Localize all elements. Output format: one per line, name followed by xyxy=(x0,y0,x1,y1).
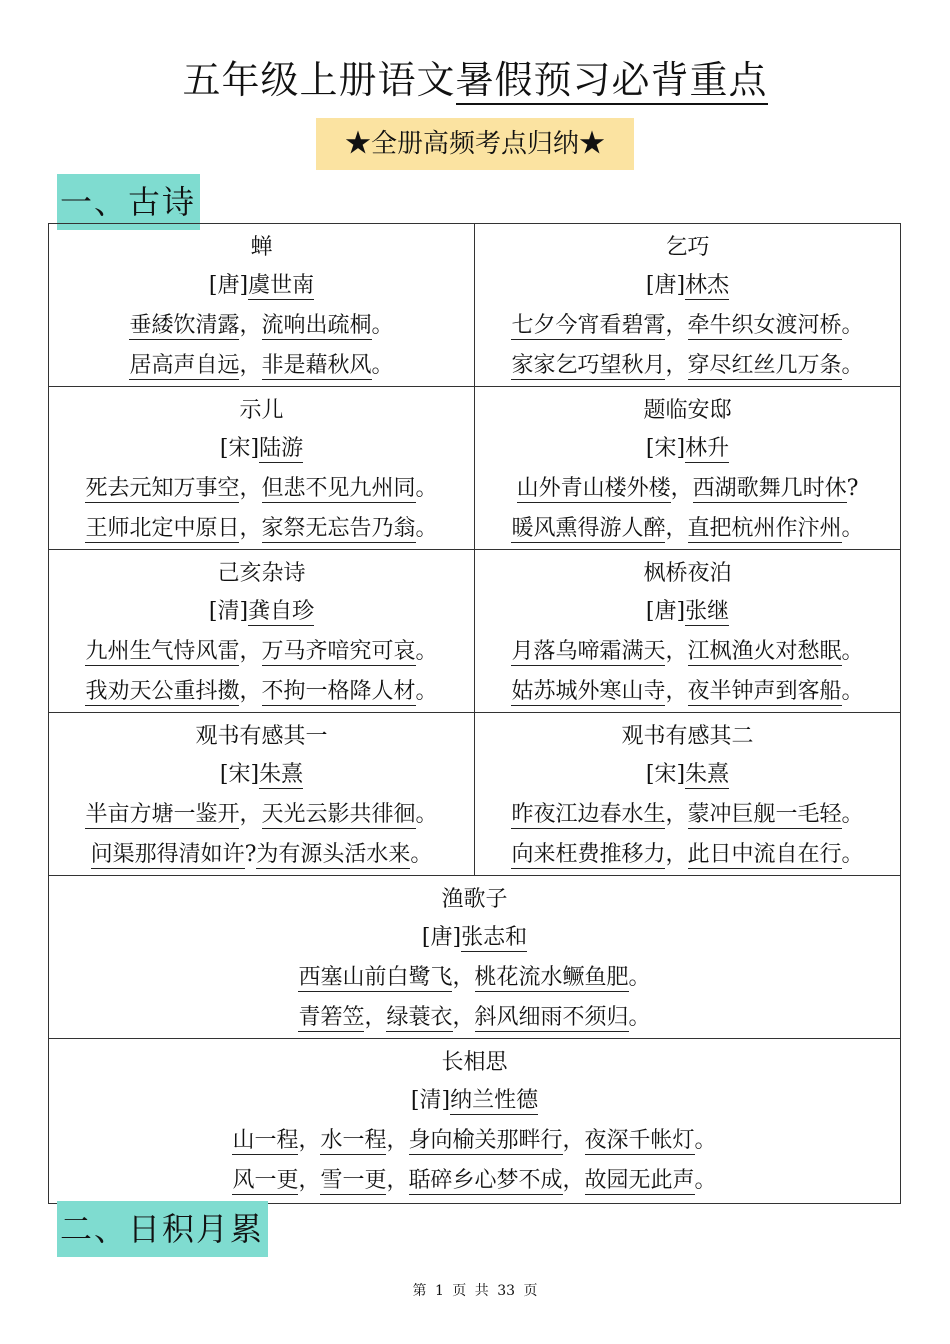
punctuation: 。 xyxy=(371,313,394,338)
punctuation: ， xyxy=(665,842,688,867)
punctuation: ， xyxy=(670,476,693,501)
punctuation: 。 xyxy=(694,1128,717,1153)
poem-title: 己亥杂诗 xyxy=(217,561,306,586)
poem-verse: 半亩方塘一鉴开 xyxy=(85,802,240,827)
poem-verse: 牵牛织女渡河桥 xyxy=(687,313,842,338)
poem-dynasty: [宋] xyxy=(219,762,260,787)
poem-author: 朱熹 xyxy=(685,762,730,787)
poem-verse: 居高声自远 xyxy=(129,353,240,378)
punctuation: ， xyxy=(239,476,262,501)
poem-verse: 绿蓑衣 xyxy=(386,1005,453,1030)
poem-verse: 水一程 xyxy=(320,1128,387,1153)
poem-line xyxy=(49,835,474,875)
poem-verse: 九州生气恃风雷 xyxy=(85,639,240,664)
poem-dynasty: [唐] xyxy=(645,273,686,298)
poem-line xyxy=(49,509,474,549)
poem-verse: 流响出疏桐 xyxy=(261,313,372,338)
poem-author-line xyxy=(49,918,900,958)
poem-author-line xyxy=(475,429,900,469)
poem-verse: 昨夜江边春水生 xyxy=(511,802,666,827)
poem-cell xyxy=(49,876,901,1039)
poem-verse: 蒙冲巨舰一毛轻 xyxy=(687,802,842,827)
poem-verse: 万马齐喑究可哀 xyxy=(261,639,416,664)
poem-verse: 桃花流水鳜鱼肥 xyxy=(474,965,629,990)
punctuation: ， xyxy=(562,1128,585,1153)
poem-verse: 月落乌啼霜满天 xyxy=(511,639,666,664)
punctuation: 。 xyxy=(410,842,433,867)
punctuation: ， xyxy=(665,639,688,664)
poem-verse: 姑苏城外寒山寺 xyxy=(511,679,666,704)
punctuation: ， xyxy=(452,1005,475,1030)
poem-line xyxy=(49,958,900,998)
poem-line xyxy=(475,469,900,509)
poem-title: 长相思 xyxy=(441,1050,508,1075)
poem-author: 纳兰性德 xyxy=(450,1088,539,1113)
punctuation: 。 xyxy=(415,679,438,704)
poem-line xyxy=(49,998,900,1038)
punctuation: 。 xyxy=(841,353,864,378)
poem-author: 朱熹 xyxy=(259,762,304,787)
poem-table xyxy=(48,223,901,1204)
poem-line xyxy=(49,795,474,835)
punctuation: ， xyxy=(665,353,688,378)
punctuation: 。 xyxy=(371,353,394,378)
punctuation: 。 xyxy=(628,965,651,990)
poem-line xyxy=(475,509,900,549)
poem-verse: 七夕今宵看碧霄 xyxy=(511,313,666,338)
poem-line xyxy=(49,346,474,386)
poem-verse: 非是藉秋风 xyxy=(261,353,372,378)
punctuation: ? xyxy=(846,476,859,501)
poem-line xyxy=(475,632,900,672)
poem-cell xyxy=(475,224,901,387)
punctuation: ， xyxy=(239,313,262,338)
poem-dynasty: [宋] xyxy=(645,436,686,461)
punctuation: ， xyxy=(665,516,688,541)
poem-verse: 直把杭州作汴州 xyxy=(687,516,842,541)
poem-cell xyxy=(475,550,901,713)
punctuation: 。 xyxy=(415,476,438,501)
poem-dynasty: [唐] xyxy=(208,273,249,298)
poem-title: 蝉 xyxy=(250,235,273,260)
punctuation: ， xyxy=(665,313,688,338)
poem-line xyxy=(475,795,900,835)
poem-verse: 向来枉费推移力 xyxy=(511,842,666,867)
poem-dynasty: [宋] xyxy=(645,762,686,787)
poem-title: 乞巧 xyxy=(665,235,710,260)
poem-verse: 西塞山前白鹭飞 xyxy=(298,965,453,990)
poem-dynasty: [宋] xyxy=(219,436,260,461)
punctuation: ， xyxy=(239,639,262,664)
section-heading-poems: 一、古诗 xyxy=(57,174,200,230)
poem-author-line xyxy=(475,266,900,306)
punctuation: 。 xyxy=(841,802,864,827)
punctuation: ， xyxy=(298,1168,321,1193)
poem-verse: 山一程 xyxy=(232,1128,299,1153)
poem-line xyxy=(475,306,900,346)
poem-author-line xyxy=(49,266,474,306)
poem-line xyxy=(475,672,900,712)
poem-verse: 死去元知万事空 xyxy=(85,476,240,501)
poem-verse: 风一更 xyxy=(232,1168,299,1193)
poem-verse: 王师北定中原日 xyxy=(85,516,240,541)
punctuation: ， xyxy=(665,802,688,827)
title-part1: 五年级上册语文 xyxy=(182,58,456,102)
punctuation: 。 xyxy=(415,639,438,664)
punctuation: ， xyxy=(239,516,262,541)
poem-verse: 聒碎乡心梦不成 xyxy=(408,1168,563,1193)
punctuation: 。 xyxy=(841,842,864,867)
poem-verse: 山外青山楼外楼 xyxy=(516,476,671,501)
poem-verse: 为有源头活水来 xyxy=(256,842,411,867)
poem-verse: 青箬笠 xyxy=(298,1005,365,1030)
poem-verse: 暖风熏得游人醉 xyxy=(511,516,666,541)
punctuation: ， xyxy=(386,1128,409,1153)
poem-line xyxy=(49,1161,900,1201)
punctuation: ， xyxy=(452,965,475,990)
poem-verse: 斜风细雨不须归 xyxy=(474,1005,629,1030)
poem-verse: 身向榆关那畔行 xyxy=(408,1128,563,1153)
poem-cell xyxy=(49,224,475,387)
poem-author-line xyxy=(475,755,900,795)
poem-cell xyxy=(49,1039,901,1204)
punctuation: 。 xyxy=(841,639,864,664)
poem-verse: 穿尽红丝几万条 xyxy=(687,353,842,378)
subtitle-banner: ★全册高频考点归纳★ xyxy=(316,118,634,170)
poem-author-line xyxy=(49,429,474,469)
poem-cell xyxy=(475,387,901,550)
poem-cell xyxy=(49,550,475,713)
poem-line xyxy=(49,1121,900,1161)
poem-author: 龚自珍 xyxy=(248,599,315,624)
poem-author-line xyxy=(49,755,474,795)
poem-title: 观书有感其二 xyxy=(621,724,754,749)
poem-verse: 家祭无忘告乃翁 xyxy=(261,516,416,541)
poem-verse: 但悲不见九州同 xyxy=(261,476,416,501)
section-heading-daily-accumulation: 二、日积月累 xyxy=(57,1201,268,1257)
punctuation: ， xyxy=(239,353,262,378)
poem-author-line xyxy=(49,592,474,632)
poem-verse: 垂緌饮清露 xyxy=(129,313,240,338)
poem-verse: 夜半钟声到客船 xyxy=(687,679,842,704)
poem-line xyxy=(49,672,474,712)
punctuation: 。 xyxy=(628,1005,651,1030)
poem-author-line xyxy=(49,1081,900,1121)
punctuation: 。 xyxy=(415,516,438,541)
poem-title: 渔歌子 xyxy=(441,887,508,912)
poem-author: 林升 xyxy=(685,436,730,461)
poem-verse: 我劝天公重抖擞 xyxy=(85,679,240,704)
poem-verse: 故园无此声 xyxy=(584,1168,695,1193)
poem-author: 张继 xyxy=(685,599,730,624)
punctuation: ， xyxy=(364,1005,387,1030)
punctuation: 。 xyxy=(841,313,864,338)
punctuation: ， xyxy=(562,1168,585,1193)
punctuation: ， xyxy=(298,1128,321,1153)
poem-cell xyxy=(475,713,901,876)
punctuation: 。 xyxy=(841,679,864,704)
poem-verse: 家家乞巧望秋月 xyxy=(511,353,666,378)
poem-dynasty: [清] xyxy=(208,599,249,624)
punctuation: 。 xyxy=(694,1168,717,1193)
poem-author: 陆游 xyxy=(259,436,304,461)
poem-title: 观书有感其一 xyxy=(195,724,328,749)
poem-title: 示儿 xyxy=(239,398,284,423)
poem-verse: 江枫渔火对愁眠 xyxy=(687,639,842,664)
poem-line xyxy=(49,632,474,672)
poem-author-line xyxy=(475,592,900,632)
poem-line xyxy=(475,835,900,875)
poem-verse: 天光云影共徘徊 xyxy=(261,802,416,827)
page-title xyxy=(0,52,950,108)
punctuation: 。 xyxy=(415,802,438,827)
poem-verse: 西湖歌舞几时休 xyxy=(692,476,847,501)
poem-verse: 雪一更 xyxy=(320,1168,387,1193)
punctuation: ， xyxy=(665,679,688,704)
punctuation: ， xyxy=(239,679,262,704)
poem-cell xyxy=(49,387,475,550)
punctuation: ， xyxy=(386,1168,409,1193)
punctuation: ， xyxy=(239,802,262,827)
poem-title: 题临安邸 xyxy=(643,398,732,423)
punctuation: 。 xyxy=(841,516,864,541)
poem-line xyxy=(49,469,474,509)
poem-dynasty: [唐] xyxy=(421,925,462,950)
poem-dynasty: [唐] xyxy=(645,599,686,624)
punctuation: ? xyxy=(244,842,257,867)
poem-line xyxy=(475,346,900,386)
poem-author: 林杰 xyxy=(685,273,730,298)
title-part2: 暑假预习必背重点 xyxy=(456,58,768,105)
page-footer: 第 1 页 共 33 页 xyxy=(412,1283,538,1299)
poem-verse: 不拘一格降人材 xyxy=(261,679,416,704)
poem-author: 虞世南 xyxy=(248,273,315,298)
poem-verse: 夜深千帐灯 xyxy=(584,1128,695,1153)
poem-title: 枫桥夜泊 xyxy=(643,561,732,586)
poem-author: 张志和 xyxy=(461,925,528,950)
poem-cell xyxy=(49,713,475,876)
poem-line xyxy=(49,306,474,346)
poem-verse: 问渠那得清如许 xyxy=(90,842,245,867)
poem-verse: 此日中流自在行 xyxy=(687,842,842,867)
poem-dynasty: [清] xyxy=(410,1088,451,1113)
